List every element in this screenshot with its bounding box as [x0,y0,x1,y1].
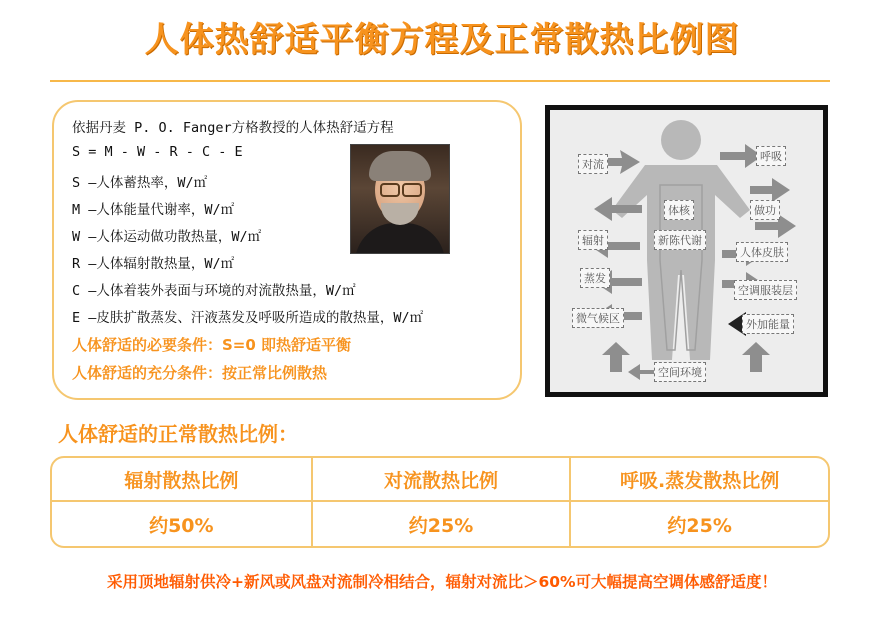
term-m: M —人体能量代谢率，W/㎡ [72,202,235,218]
equation-panel [52,100,522,400]
ratio-value-convection: 约25% [311,502,570,546]
label-work: 做功 [750,200,780,220]
label-microclimate: 微气候区 [572,308,624,328]
equation-intro: 依据丹麦 P. O. Fanger方格教授的人体热舒适方程 [72,120,394,136]
label-radiation: 辐射 [578,230,608,250]
ratio-header-evaporation: 呼吸.蒸发散热比例 [569,458,828,502]
ratio-header-convection: 对流散热比例 [311,458,570,502]
ratio-value-evaporation: 约25% [569,502,828,546]
heat-ratio-table [50,456,830,548]
label-space: 空间环境 [654,362,706,382]
fanger-portrait [350,144,450,254]
term-r: R —人体辐射散热量，W/㎡ [72,256,235,272]
label-evaporation: 蒸发 [580,268,610,288]
footer-note: 采用顶地辐射供冷+新风或风盘对流制冷相结合，辐射对流比＞60%可大幅提高空调体感舒适度！ [106,573,778,591]
label-convection: 对流 [578,154,608,174]
title-divider [50,80,830,82]
label-core: 体核 [664,200,694,220]
term-c: C —人体着装外表面与环境的对流散热量，W/㎡ [72,283,356,299]
label-external-energy: 外加能量 [742,314,794,334]
ratio-section-heading: 人体舒适的正常散热比例： [58,422,298,446]
heat-exchange-diagram [545,105,828,397]
label-skin: 人体皮肤 [736,242,788,262]
condition-necessary: 人体舒适的必要条件：S=0 即热舒适平衡 [72,336,352,354]
label-metabolism: 新陈代谢 [654,230,706,250]
term-w: W —人体运动做功散热量，W/㎡ [72,229,262,245]
label-breathing: 呼吸 [756,146,786,166]
term-s: S —人体蓄热率，W/㎡ [72,175,208,191]
ratio-header-radiation: 辐射散热比例 [52,458,311,502]
label-clothing: 空调服装层 [734,280,797,300]
page-title: 人体热舒适平衡方程及正常散热比例图 [144,20,740,60]
ratio-value-radiation: 约50% [149,514,214,537]
condition-sufficient: 人体舒适的充分条件：按正常比例散热 [72,364,328,382]
term-e: E —皮肤扩散蒸发、汗液蒸发及呼吸所造成的散热量，W/㎡ [72,310,424,326]
equation-formula: S = M - W - R - C - E [72,144,243,160]
